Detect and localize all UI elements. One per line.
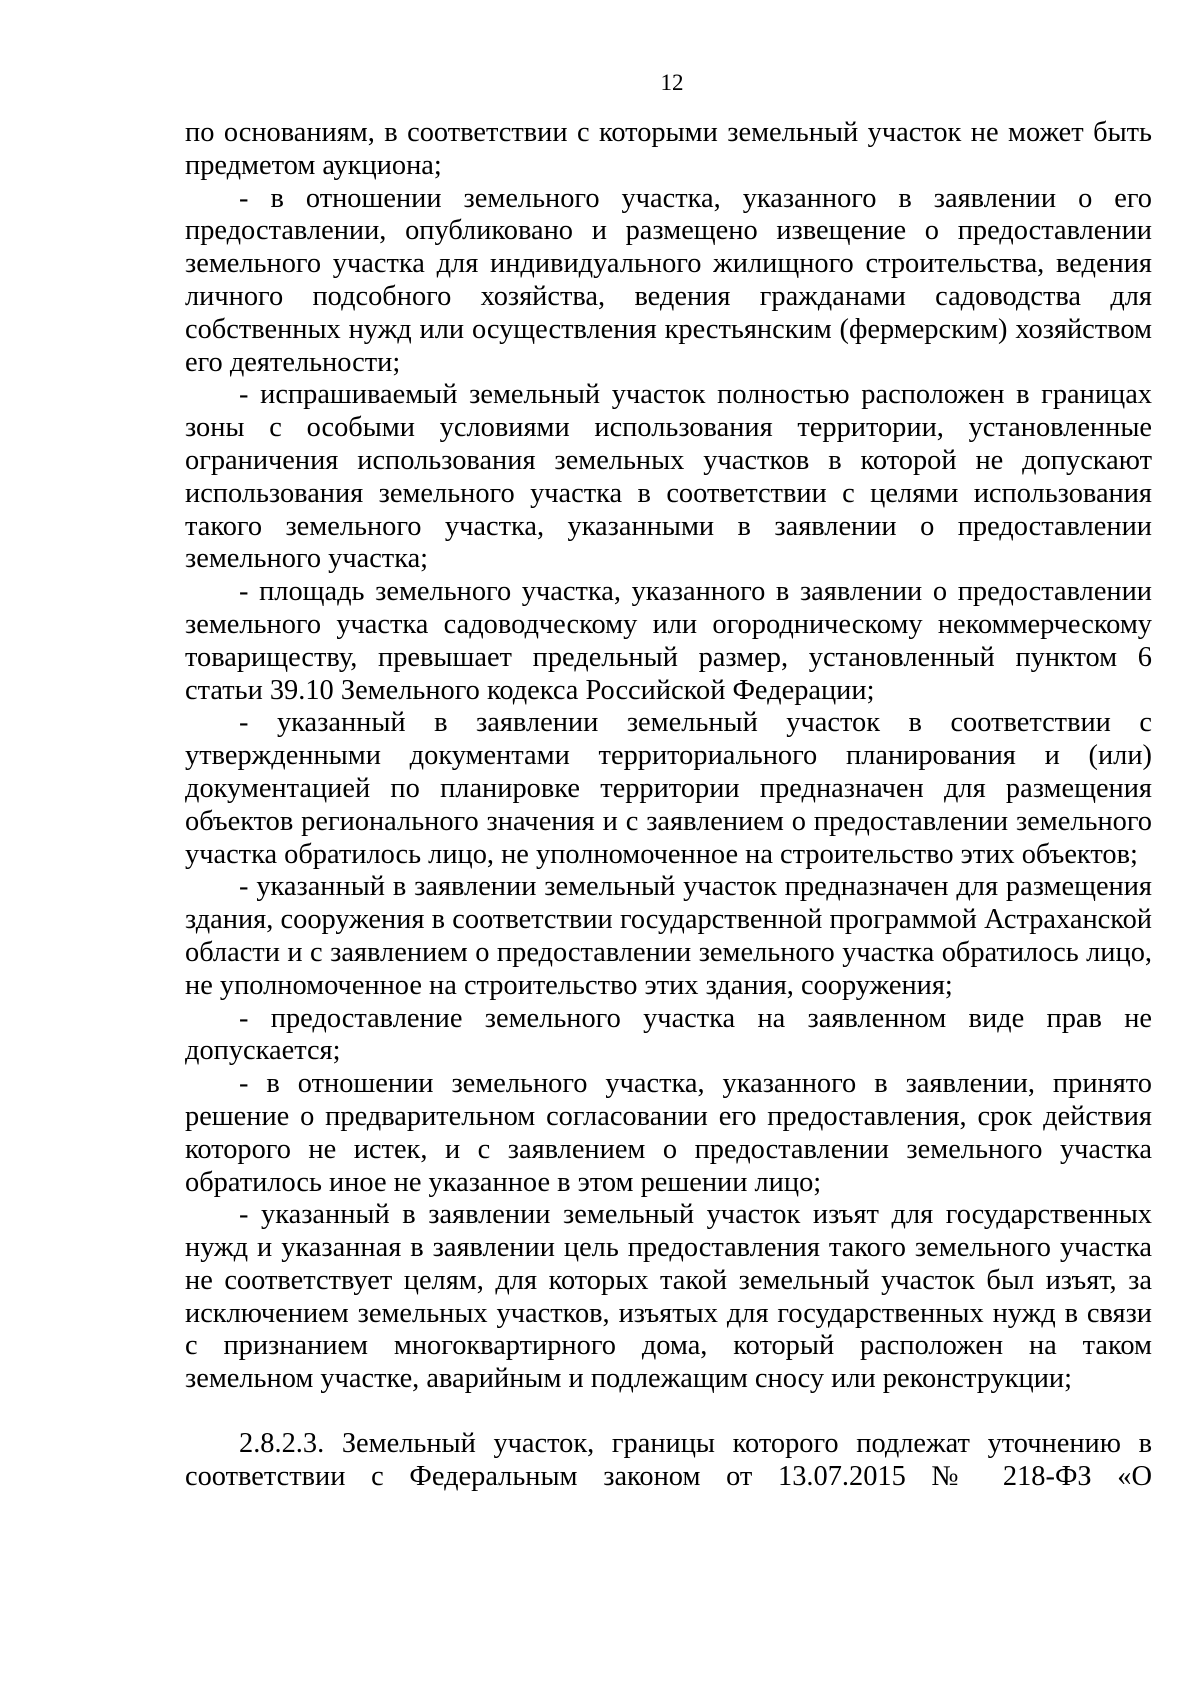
list-item-paragraph: - площадь земельного участка, указанного в заявлении о предоставлении земельного участка садоводческому или огородническому некоммерческому товариществу, превышает предельный размер, установленный пунктом 6 статьи 39.10 Земельного кодекса Российской Федерации; [185,576,1152,706]
list-item-paragraph: - предоставление земельного участка на заявленном виде прав не допускается; [185,1002,1152,1067]
list-item-paragraph: - в отношении земельного участка, указанного в заявлении, принято решение о предварительном согласовании его предоставления, срок действия которого не истек, и с заявлением о предоставлении земельного участка обратилось иное не указанное в этом решении лицо; [185,1068,1152,1198]
list-item-paragraph: - указанный в заявлении земельный участок предназначен для размещения здания, сооружения в соответствии государственной программой Астраханской области и с заявлением о предоставлении земельного участка обратилось лицо, не уполномоченное на строительство этих здания, сооружения; [185,871,1152,1001]
list-item-paragraph: - указанный в заявлении земельный участок изъят для государственных нужд и указанная в заявлении цель предоставления такого земельного участка не соответствует целям, для которых такой земельный участок был изъят, за исключением земельных участков, изъятых для государственных нужд в связи с признанием многоквартирного дома, который расположен на таком земельном участке, аварийным и подлежащим сносу или реконструкции; [185,1199,1152,1395]
list-item-paragraph: - в отношении земельного участка, указанного в заявлении о его предоставлении, опубликовано и размещено извещение о предоставлении земельного участка для индивидуального жилищного строительства, ведения личного подсобного хозяйства, ведения гражданами садоводства для собственных нужд или осуществления крестьянским (фермерским) хозяйством его деятельности; [185,182,1152,378]
document-body [185,117,1152,1494]
list-item-paragraph: - указанный в заявлении земельный участок в соответствии с утвержденными документами территориального планирования и (или) документацией по планировке территории предназначен для размещения объектов регионального значения и с заявлением о предоставлении земельного участка обратилось лицо, не уполномоченное на строительство этих объектов; [185,707,1152,870]
list-item-paragraph: - испрашиваемый земельный участок полностью расположен в границах зоны с особыми условиями использования территории, установленные ограничения использования земельных участков в которой не допускают использования земельного участка в соответствии с целями использования такого земельного участка, указанными в заявлении о предоставлении земельного участка; [185,379,1152,575]
section-paragraph: 2.8.2.3. Земельный участок, границы которого подлежат уточнению в соответствии с Федеральным законом от 13.07.2015 № 218-ФЗ «О [185,1428,1152,1492]
paragraph-continuation: по основаниям, в соответствии с которыми земельный участок не может быть предметом аукциона; [185,117,1152,181]
page-number: 12 [660,70,684,95]
